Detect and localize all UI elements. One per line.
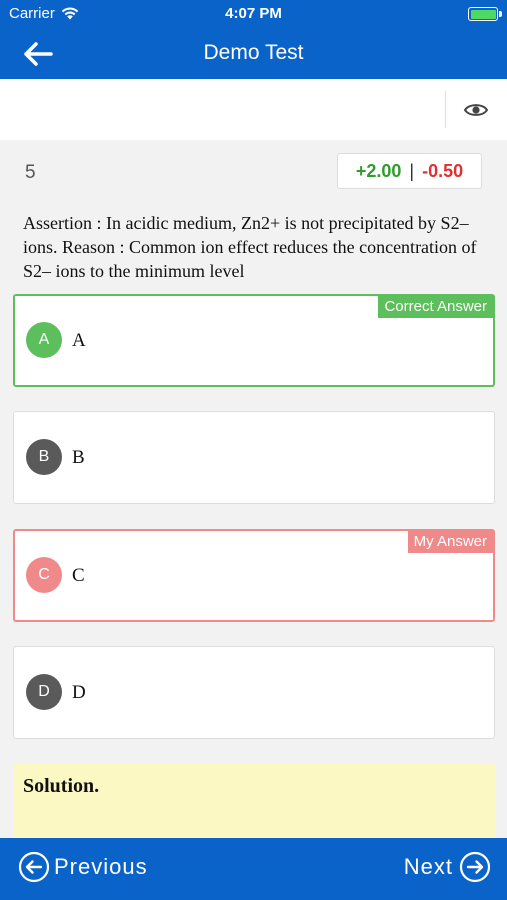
option-a[interactable] <box>13 294 495 387</box>
battery-icon <box>468 7 498 21</box>
question-text: Assertion : In acidic medium, Zn2+ is not precipitated by S2– ions. Reason : Common ion effect reduces the concentration of S2– ions to the minimum level <box>23 213 477 281</box>
option-b-text: B <box>72 447 85 468</box>
bottom-nav-bar <box>0 838 507 900</box>
option-c-text: C <box>72 565 85 586</box>
marks-separator: | <box>409 160 415 181</box>
negative-marks <box>422 161 463 182</box>
eye-icon[interactable] <box>462 96 490 124</box>
status-bar <box>0 0 507 30</box>
positive-marks-value: +2.00 <box>355 160 402 181</box>
next-button[interactable] <box>404 851 491 883</box>
correct-answer-tag: Correct Answer <box>378 296 493 318</box>
option-a-text: A <box>72 330 86 351</box>
solution-title: Solution. <box>23 775 100 797</box>
arrow-left-circle-icon <box>18 851 50 883</box>
question-number: 5 <box>25 162 36 183</box>
option-b-letter: B <box>26 439 62 475</box>
option-d-text: D <box>72 682 86 703</box>
negative-marks-value: -0.50 <box>422 160 464 181</box>
option-d-letter: D <box>26 674 62 710</box>
page-title: Demo Test <box>203 41 304 64</box>
status-time: 4:07 PM <box>225 5 282 22</box>
option-b[interactable] <box>13 411 495 504</box>
marks-badge <box>337 153 482 189</box>
toolbar-divider <box>445 91 446 128</box>
arrow-right-circle-icon <box>459 851 491 883</box>
carrier-label: Carrier <box>9 5 55 22</box>
option-c-letter: C <box>26 557 62 593</box>
my-answer-tag: My Answer <box>408 531 493 553</box>
question-toolbar <box>0 79 507 140</box>
positive-marks <box>356 161 402 182</box>
option-c[interactable] <box>13 529 495 622</box>
nav-bar <box>0 30 507 79</box>
previous-label: Previous <box>54 854 148 879</box>
option-d[interactable] <box>13 646 495 739</box>
option-a-letter: A <box>26 322 62 358</box>
previous-button[interactable] <box>18 851 148 883</box>
next-label: Next <box>403 854 453 879</box>
